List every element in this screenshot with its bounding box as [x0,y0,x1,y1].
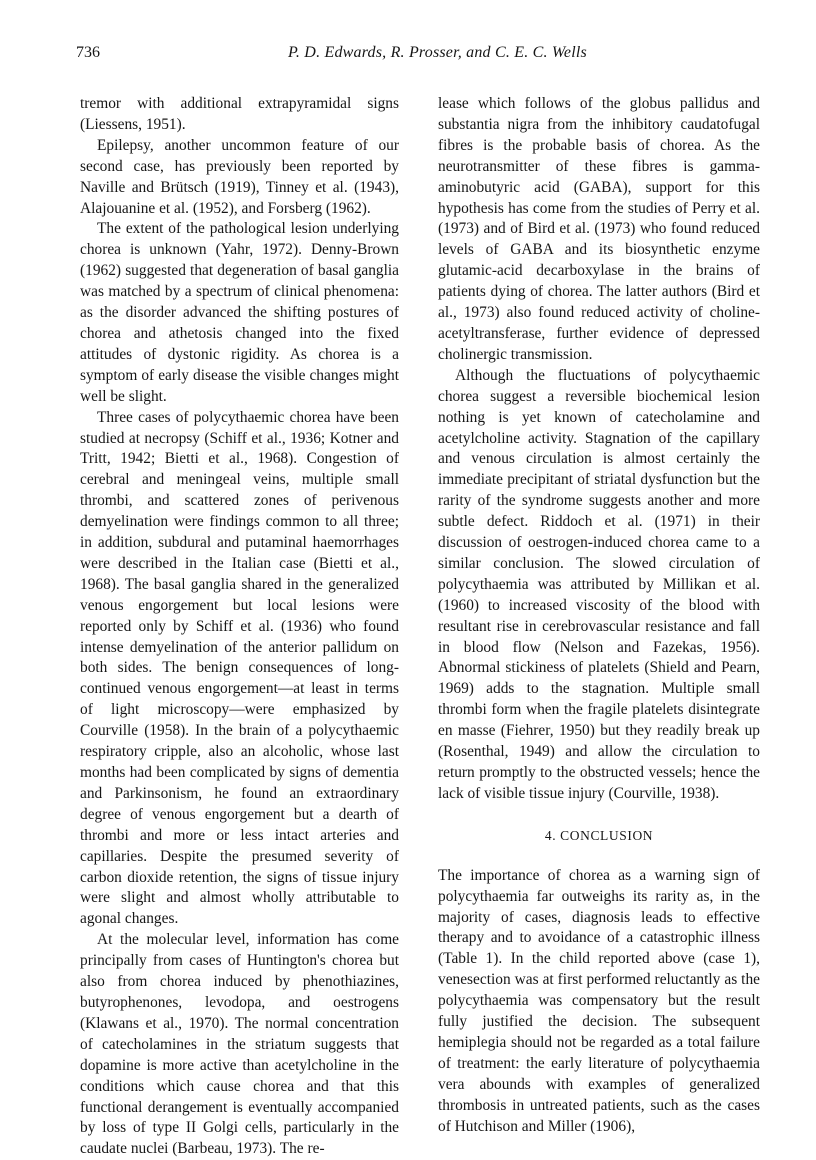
right-column [438,94,760,1138]
page-header [0,44,816,68]
paragraph: lease which follows of the globus pallidus and substantia nigra from the inhibitory caudatofugal fibres is the probable basis of chorea. As the neurotransmitter of these fibres is gamma-aminobutyric acid (GABA), support for this hypothesis has come from the studies of Perry et al. (1973) and of Bird et al. (1973) who found reduced levels of GABA and its biosynthetic enzyme glutamic-acid decarboxylase in the brains of patients dying of chorea. The latter authors (Bird et al., 1973) also found reduced activity of choline-acetyltransferase, further evidence of depressed cholinergic transmission. [438,95,760,363]
running-head: P. D. Edwards, R. Prosser, and C. E. C. Wells [288,44,587,61]
paragraph: At the molecular level, information has come principally from cases of Huntington's chorea but also from chorea induced by phenothiazines, butyrophenones, levodopa, and oestrogens (Klawans et al., 1970). The normal concentration of catecholamines in the striatum suggests that dopamine is more active than acetylcholine in the conditions which cause chorea and that this functional derangement is eventually accompanied by loss of type II Golgi cells, particularly in the caudate nuclei (Barbeau, 1973). The re- [80,931,399,1158]
page-number: 736 [76,44,100,61]
paragraph: The extent of the pathological lesion underlying chorea is unknown (Yahr, 1972). Denny-Brown (1962) suggested that degeneration of basal ganglia was matched by a spectrum of clinical phenomena: as the disorder advanced the shifting postures of chorea and athetosis changed into the fixed attitudes of dystonic rigidity. As chorea is a symptom of early disease the visible changes might well be slight. [80,220,399,405]
left-column [80,94,399,1160]
paragraph: Although the fluctuations of polycythaemic chorea suggest a reversible biochemical lesion nothing is yet known of catecholamine and acetylcholine activity. Stagnation of the capillary and venous circulation is almost certainly the immediate precipitant of striatal dysfunction but the rarity of the syndrome suggests another and more subtle defect. Riddoch et al. (1971) in their discussion of oestrogen-induced chorea came to a similar conclusion. The slowed circulation of polycythaemia was attributed by Millikan et al. (1960) to increased viscosity of the blood with resultant rise in cerebrovascular resistance and fall in blood flow (Nelson and Fazekas, 1956). Abnormal stickiness of platelets (Shield and Pearn, 1969) adds to the stagnation. Multiple small thrombi form when the fragile platelets disintegrate en masse (Fiehrer, 1950) but they readily break up (Rosenthal, 1949) and allow the circulation to return promptly to the obstructed vessels; hence the lack of visible tissue injury (Courville, 1938). [438,366,760,802]
section-heading: 4. CONCLUSION [544,827,654,843]
paragraph: The importance of chorea as a warning sign of polycythaemia far outweighs its rarity as, in the majority of cases, diagnosis leads to effective therapy and to avoidance of a catastrophic illness (Table 1). In the child reported above (case 1), venesection was at first performed reluctantly as the polycythaemia was compensatory but the result fully justified the decision. The subsequent hemiplegia should not be regarded as a total failure of treatment: the early literature of polycythaemia vera abounds with examples of generalized thrombosis in untreated patients, such as the cases of Hutchison and Miller (1906), [438,866,760,1135]
paragraph: Three cases of polycythaemic chorea have been studied at necropsy (Schiff et al., 1936; Kotner and Tritt, 1942; Bietti et al., 1968). Congestion of cerebral and meningeal veins, multiple small thrombi, and scattered zones of perivenous demyelination were findings common to all three; in addition, subdural and putaminal haemorrhages were described in the Italian case (Bietti et al., 1968). The basal ganglia shared in the generalized venous engorgement but local lesions were reported only by Schiff et al. (1936) who found intense demyelination of the anterior pallidum on both sides. The benign consequences of long-continued venous engorgement—at least in terms of light microscopy—were emphasized by Courville (1958). In the brain of a polycythaemic respiratory cripple, also an alcoholic, whose last months had been complicated by signs of dementia and Parkinsonism, he found an extraordinary degree of venous engorgement but a dearth of thrombi and more or less intact arteries and capillaries. Despite the presumed severity of carbon dioxide retention, the signs of tissue injury were slight and almost wholly attributable to agonal changes. [80,408,399,928]
paragraph: Epilepsy, another uncommon feature of our second case, has previously been reported by Naville and Brütsch (1919), Tinney et al. (1943), Alajouanine et al. (1952), and Forsberg (1962). [80,136,399,217]
paragraph: tremor with additional extrapyramidal signs (Liessens, 1951). [80,95,399,133]
